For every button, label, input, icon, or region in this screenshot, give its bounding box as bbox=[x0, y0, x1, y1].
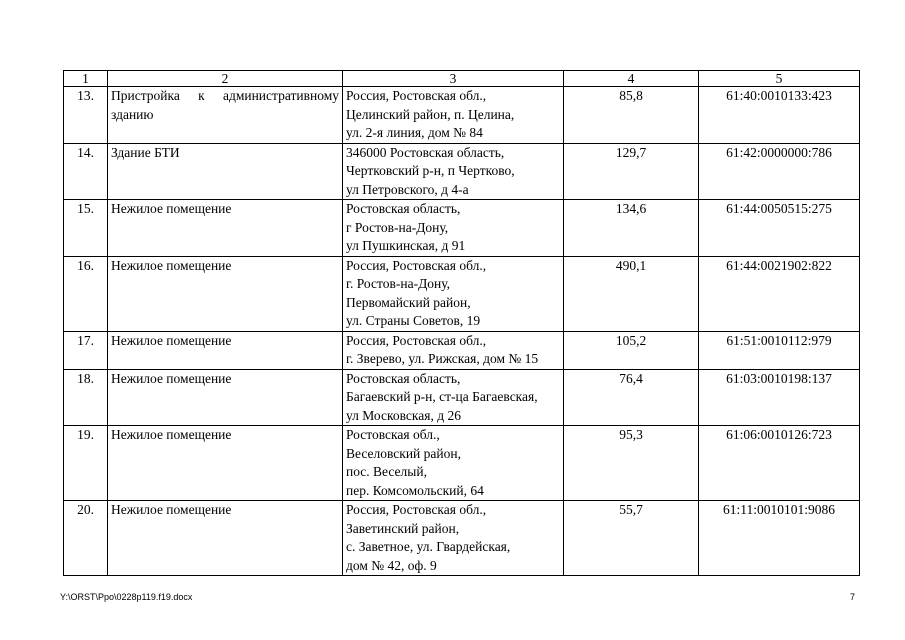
address-line: ул. 2-я линия, дом № 84 bbox=[346, 125, 483, 140]
row-number-cell: 18. bbox=[64, 369, 108, 426]
table-row bbox=[64, 256, 860, 331]
address-line: ул Московская, д 26 bbox=[346, 407, 461, 423]
address-line: ул. Страны Советов, 19 bbox=[346, 313, 481, 328]
area-cell: 76,4 bbox=[564, 369, 699, 426]
header-cell: 2 bbox=[108, 71, 343, 87]
area-cell: 490,1 bbox=[564, 256, 699, 331]
row-number-cell: 13. bbox=[64, 87, 108, 144]
header-cell: 1 bbox=[64, 71, 108, 87]
address-cell bbox=[343, 143, 564, 200]
cadastral-number-cell: 61:44:0050515:275 bbox=[699, 200, 860, 257]
object-name-cell: Нежилое помещение bbox=[108, 369, 343, 426]
address-line: Россия, Ростовская обл., bbox=[346, 88, 487, 103]
address-cell bbox=[343, 331, 564, 369]
row-number-cell: 14. bbox=[64, 143, 108, 200]
object-name-cell: Здание БТИ bbox=[108, 143, 343, 200]
address-line: Первомайский район, bbox=[346, 294, 471, 310]
address-cell bbox=[343, 369, 564, 426]
address-line: Ростовская область, bbox=[346, 370, 461, 386]
cadastral-number-cell: 61:40:0010133:423 bbox=[699, 87, 860, 144]
object-name-cell: Нежилое помещение bbox=[108, 256, 343, 331]
table-row bbox=[64, 426, 860, 501]
table-row bbox=[64, 143, 860, 200]
address-line: Ростовская область, bbox=[346, 201, 461, 216]
address-line: пос. Веселый, bbox=[346, 464, 427, 479]
cadastral-number-cell: 61:51:0010112:979 bbox=[699, 331, 860, 369]
address-line: Россия, Ростовская обл., bbox=[346, 332, 487, 348]
address-line: дом № 42, оф. 9 bbox=[346, 557, 437, 573]
cadastral-number-cell: 61:06:0010126:723 bbox=[699, 426, 860, 501]
row-number-cell: 20. bbox=[64, 501, 108, 576]
table-row bbox=[64, 331, 860, 369]
address-cell bbox=[343, 256, 564, 331]
area-cell: 134,6 bbox=[564, 200, 699, 257]
address-cell bbox=[343, 87, 564, 144]
address-line: Чертковский р-н, п Чертково, bbox=[346, 163, 515, 178]
address-line: Багаевский р-н, ст-ца Багаевская, bbox=[346, 389, 538, 404]
address-line: Веселовский район, bbox=[346, 445, 461, 461]
address-line: с. Заветное, ул. Гвардейская, bbox=[346, 539, 511, 554]
page-number: 7 bbox=[850, 592, 856, 602]
table-row bbox=[64, 501, 860, 576]
address-line: Ростовская обл., bbox=[346, 427, 440, 442]
area-cell: 95,3 bbox=[564, 426, 699, 501]
area-cell: 129,7 bbox=[564, 143, 699, 200]
area-cell: 85,8 bbox=[564, 87, 699, 144]
header-cell: 5 bbox=[699, 71, 860, 87]
footer-file-path: Y:\ORST\Ppo\0228p119.f19.docx bbox=[60, 592, 193, 602]
cadastral-number-cell: 61:42:0000000:786 bbox=[699, 143, 860, 200]
address-line: Целинский район, п. Целина, bbox=[346, 106, 515, 122]
property-table bbox=[63, 70, 860, 576]
cadastral-number-cell: 61:11:0010101:9086 bbox=[699, 501, 860, 576]
row-number-cell: 16. bbox=[64, 256, 108, 331]
table-header-row bbox=[64, 71, 860, 87]
address-line: г Ростов-на-Дону, bbox=[346, 219, 449, 235]
address-line: Россия, Ростовская обл., bbox=[346, 502, 487, 517]
header-cell: 4 bbox=[564, 71, 699, 87]
object-name-cell: Нежилое помещение bbox=[108, 426, 343, 501]
address-line: Россия, Ростовская обл., bbox=[346, 257, 487, 273]
object-name-cell: Нежилое помещение bbox=[108, 331, 343, 369]
address-line: ул Пушкинская, д 91 bbox=[346, 238, 466, 253]
address-line: пер. Комсомольский, 64 bbox=[346, 482, 484, 498]
table-row bbox=[64, 87, 860, 144]
area-cell: 55,7 bbox=[564, 501, 699, 576]
table-row bbox=[64, 200, 860, 257]
address-cell bbox=[343, 426, 564, 501]
row-number-cell: 19. bbox=[64, 426, 108, 501]
address-line: ул Петровского, д 4-а bbox=[346, 181, 469, 197]
address-line: г. Зверево, ул. Рижская, дом № 15 bbox=[346, 351, 539, 366]
cadastral-number-cell: 61:44:0021902:822 bbox=[699, 256, 860, 331]
cadastral-number-cell: 61:03:0010198:137 bbox=[699, 369, 860, 426]
address-line: 346000 Ростовская область, bbox=[346, 144, 505, 160]
address-line: Заветинский район, bbox=[346, 520, 460, 536]
address-cell bbox=[343, 200, 564, 257]
row-number-cell: 15. bbox=[64, 200, 108, 257]
area-cell: 105,2 bbox=[564, 331, 699, 369]
object-name-cell: Пристройка к административному зданию bbox=[108, 87, 343, 144]
row-number-cell: 17. bbox=[64, 331, 108, 369]
address-cell bbox=[343, 501, 564, 576]
object-name-cell: Нежилое помещение bbox=[108, 501, 343, 576]
header-cell: 3 bbox=[343, 71, 564, 87]
table-row bbox=[64, 369, 860, 426]
object-name-cell: Нежилое помещение bbox=[108, 200, 343, 257]
address-line: г. Ростов-на-Дону, bbox=[346, 276, 451, 291]
